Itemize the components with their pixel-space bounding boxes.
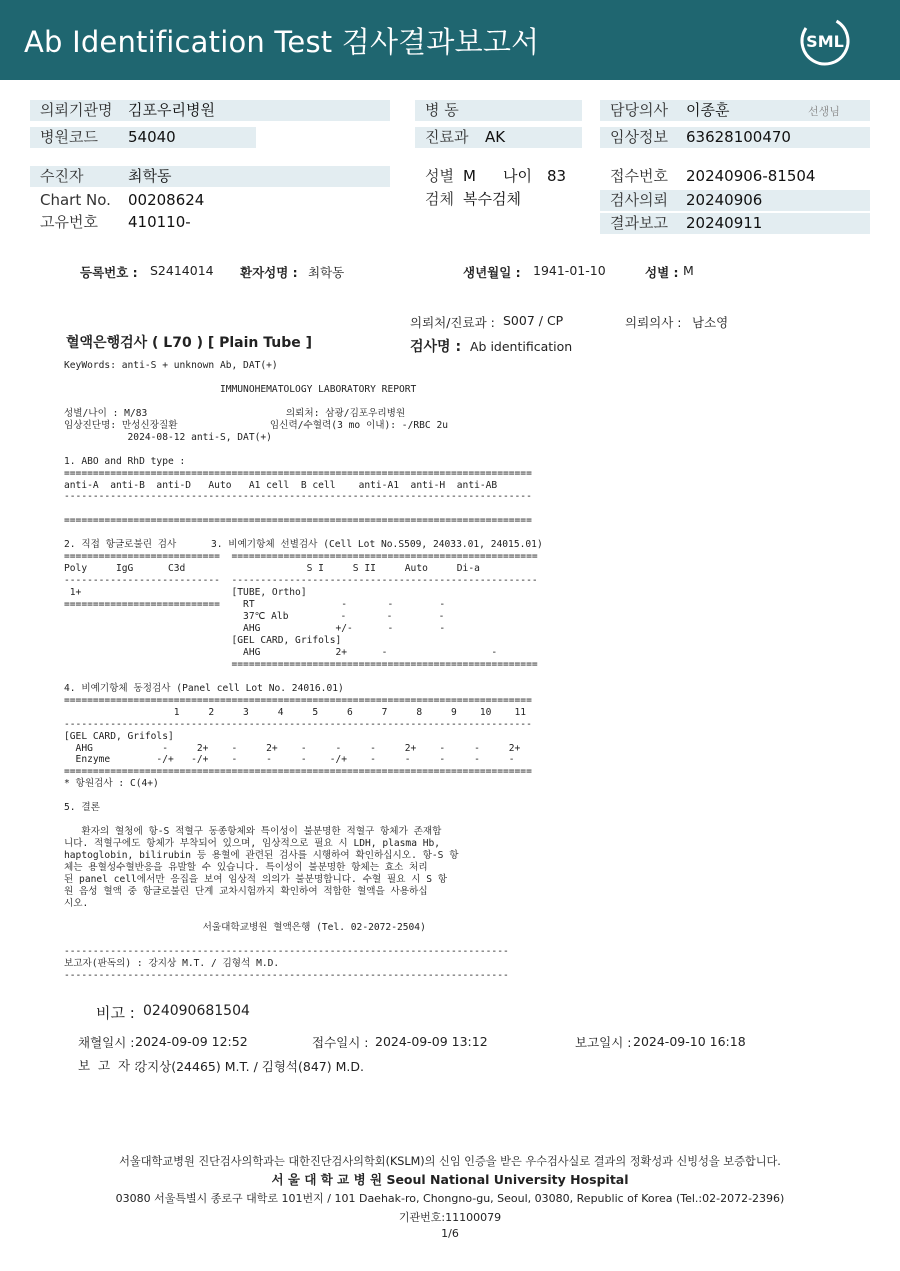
hospital-code-label: 병원코드 <box>40 128 98 146</box>
collection-value: 2024-09-09 12:52 <box>135 1034 248 1049</box>
page-number: 1/6 <box>441 1227 459 1240</box>
receipt-value: 2024-09-09 13:12 <box>375 1034 488 1049</box>
unique-no-value: 410110- <box>128 213 191 231</box>
report-line: ================================================================================= <box>64 766 532 778</box>
report-header <box>0 0 900 80</box>
clinical-info-value: 63628100470 <box>686 128 791 146</box>
test-request-value: 20240906 <box>686 191 763 209</box>
reporter-label: 보 고 자 : <box>78 1058 139 1073</box>
report-line: AHG - 2+ - 2+ - - - 2+ - - 2+ <box>64 742 521 754</box>
report-line <box>64 814 543 826</box>
report-line: 니다. 적혈구에도 항체가 부착되어 있으며, 임상적으로 필요 시 LDH, plasma Hb, <box>64 838 441 850</box>
report-line: --------------------------------------------------------------------------------- <box>64 718 532 730</box>
hospital-code-row <box>30 127 256 148</box>
attending-doctor-row <box>600 100 870 121</box>
hospital-code-value: 54040 <box>128 128 176 146</box>
sex-age-row <box>415 166 595 187</box>
ref-doctor-value: 남소영 <box>692 315 729 330</box>
report-time-label: 보고일시 : <box>575 1035 632 1050</box>
report-line: Poly IgG C3d S I S II Auto Di-a <box>64 563 480 575</box>
unique-no-label: 고유번호 <box>40 213 98 231</box>
report-line: 2. 직접 항글로불린 검사 3. 비예기항체 선별검사 (Cell Lot No.S509, 24033.01, 24015.01) <box>64 539 543 551</box>
department-row <box>415 127 582 148</box>
department-label: 진료과 <box>425 128 469 146</box>
report-line: anti-A anti-B anti-D Auto A1 cell B cell anti-A1 anti-H anti-AB <box>64 479 498 491</box>
test-name-value: Ab identification <box>470 339 573 354</box>
report-line <box>64 527 543 539</box>
ward-row <box>415 100 582 121</box>
specimen-row <box>415 189 595 210</box>
report-line: AHG 2+ - - <box>64 646 498 658</box>
test-request-row <box>600 190 870 211</box>
report-line: --------------------------- ----------------------------------------------------- <box>64 575 538 587</box>
report-line: haptoglobin, bilirubin 등 용혈에 관련된 검사를 시행하여 확인하십시오. 항-S 항 <box>64 850 459 862</box>
report-line: 1+ [TUBE, Ortho] <box>64 587 307 599</box>
referral-value: S007 / CP <box>503 313 564 328</box>
clinical-info-label: 임상정보 <box>610 128 668 146</box>
chart-no-label: Chart No. <box>40 191 111 209</box>
attending-doctor-label: 담당의사 <box>610 101 668 119</box>
remark-value: 024090681504 <box>143 1003 250 1019</box>
clinical-info-row <box>600 127 870 148</box>
result-report-label: 결과보고 <box>610 214 668 232</box>
requesting-institution-value: 김포우리병원 <box>128 101 215 119</box>
report-time-value: 2024-09-10 16:18 <box>633 1034 746 1049</box>
report-line: 37℃ Alb - - - <box>64 611 445 623</box>
report-line: 4. 비예기항체 동정검사 (Panel cell Lot No. 24016.01) <box>64 682 344 694</box>
report-line: 1. ABO and RhD type : <box>64 455 186 467</box>
report-sex-value: M <box>683 263 694 278</box>
lab-report-text <box>64 360 543 982</box>
report-line: 1 2 3 4 5 6 7 8 9 10 11 <box>64 706 527 718</box>
remark-label: 비고 : <box>96 1004 135 1022</box>
patient-name-row <box>30 166 390 187</box>
report-title: Ab Identification Test 검사결과보고서 <box>24 25 540 59</box>
report-line <box>64 444 543 456</box>
age-label: 나이 <box>503 167 532 185</box>
logo-text: SML <box>806 32 844 51</box>
specimen-label: 검체 <box>425 190 454 208</box>
attending-doctor-value: 이종훈 <box>686 101 730 119</box>
report-line: 된 panel cell에서만 응집을 보여 임상적 의의가 불분명합니다. 수혈 필요 시 S 항 <box>64 873 448 885</box>
test-category: 혈액은행검사 ( L70 ) [ Plain Tube ] <box>66 335 313 351</box>
reg-no-value: S2414014 <box>150 263 214 278</box>
report-patient-name-label: 환자성명 : <box>240 265 298 280</box>
hospital-address: 03080 서울특별시 종로구 대학로 101번지 / 101 Daehak-ro, Chongno-gu, Seoul, 03080, Republic of Korea (Tel.:02-2072-2396) <box>115 1192 785 1205</box>
report-line: 체는 용혈성수혈반응을 유발할 수 있습니다. 특이성이 불분명한 항체는 효소 처리 <box>64 862 428 874</box>
report-line <box>64 503 543 515</box>
report-line <box>64 934 543 946</box>
test-request-label: 검사의뢰 <box>610 191 668 209</box>
report-line: 임상진단명: 만성신장질환 임신력/수혈력(3 mo 이내): -/RBC 2u <box>64 419 449 431</box>
report-line: * 항원검사 : C(4+) <box>64 778 159 790</box>
report-line: =========================== ===================================================== <box>64 551 538 563</box>
report-sex-label: 성별 : <box>645 265 679 280</box>
report-line: ================================================================================= <box>64 467 532 479</box>
referral-label: 의뢰처/진료과 : <box>410 315 495 330</box>
specimen-value: 복수검체 <box>463 190 521 208</box>
receipt-no-label: 접수번호 <box>610 167 668 185</box>
ward-label: 병 동 <box>425 101 459 119</box>
report-line <box>64 396 543 408</box>
report-line: KeyWords: anti-S + unknown Ab, DAT(+) <box>64 360 278 371</box>
report-line: ----------------------------------------------------------------------------- <box>64 969 509 981</box>
report-line: 원 음성 혈액 중 항글로불린 단계 교차시험까지 확인하여 적합한 혈액을 사용하십 <box>64 885 428 897</box>
report-line: [GEL CARD, Grifols] <box>64 634 342 646</box>
report-line <box>64 910 543 922</box>
institution-no: 기관번호:11100079 <box>398 1211 502 1224</box>
test-name-label: 검사명 : <box>410 339 462 355</box>
report-line: 서울대학교병원 혈액은행 (Tel. 02-2072-2504) <box>64 921 426 933</box>
attending-doctor-suffix: 선생님 <box>808 105 840 118</box>
report-line: 2024-08-12 anti-S, DAT(+) <box>64 431 272 443</box>
report-line: 5. 결론 <box>64 802 100 814</box>
certification-text: 서울대학교병원 진단검사의학과는 대한진단검사의학회(KSLM)의 신임 인증을 받은 우수검사실로 결과의 정확성과 신빙성을 보증합니다. <box>119 1155 781 1168</box>
chart-no-value: 00208624 <box>128 191 205 209</box>
chart-no-row <box>30 190 390 211</box>
birth-label: 생년월일 : <box>463 265 521 280</box>
report-line: ================================================================================= <box>64 694 532 706</box>
requesting-institution-row <box>30 100 390 121</box>
birth-value: 1941-01-10 <box>533 263 606 278</box>
report-line: AHG +/- - - <box>64 622 446 634</box>
receipt-no-value: 20240906-81504 <box>686 167 816 185</box>
report-line: [GEL CARD, Grifols] <box>64 730 174 742</box>
report-line: IMMUNOHEMATOLOGY LABORATORY REPORT <box>64 383 417 395</box>
report-line: 시오. <box>64 897 89 909</box>
unique-no-row <box>30 212 390 233</box>
department-value: AK <box>485 128 506 146</box>
collection-label: 채혈일시 : <box>78 1035 135 1050</box>
report-line: =========================== RT - - - <box>64 599 446 611</box>
requesting-institution-label: 의뢰기관명 <box>40 101 113 119</box>
report-line <box>64 372 543 384</box>
receipt-no-row <box>600 166 870 187</box>
sml-logo-icon <box>798 14 852 68</box>
report-line: 보고자(판독의) : 강지상 M.T. / 김형석 M.D. <box>64 957 280 969</box>
sex-label: 성별 <box>425 167 454 185</box>
sex-value: M <box>463 167 476 185</box>
age-value: 83 <box>547 167 567 185</box>
report-line: Enzyme -/+ -/+ - - - -/+ - - - - - <box>64 754 515 766</box>
patient-name-label: 수진자 <box>40 167 84 185</box>
receipt-label: 접수일시 : <box>312 1035 369 1050</box>
report-line <box>64 790 543 802</box>
report-line: ================================================================================= <box>64 515 532 527</box>
reg-no-label: 등록번호 : <box>80 265 138 280</box>
reporter-value: 강지상(24465) M.T. / 김형석(847) M.D. <box>135 1059 364 1074</box>
result-report-value: 20240911 <box>686 214 763 232</box>
ref-doctor-label: 의뢰의사 : <box>625 315 682 330</box>
hospital-name: 서 울 대 학 교 병 원 Seoul National University Hospital <box>271 1172 629 1187</box>
report-line: --------------------------------------------------------------------------------- <box>64 491 532 503</box>
report-line: 성별/나이 : M/83 의뢰처: 삼광/김포우리병원 <box>64 407 406 419</box>
patient-name-value: 최학동 <box>128 167 172 185</box>
result-report-row <box>600 213 870 234</box>
report-line: ===================================================== <box>64 658 538 670</box>
report-line: ----------------------------------------------------------------------------- <box>64 945 509 957</box>
report-line <box>64 671 543 683</box>
report-patient-name: 최학동 <box>308 265 345 280</box>
report-line: 환자의 혈청에 항-S 적혈구 동종항체와 특이성이 불분명한 적혈구 항체가 존재합 <box>64 826 442 838</box>
